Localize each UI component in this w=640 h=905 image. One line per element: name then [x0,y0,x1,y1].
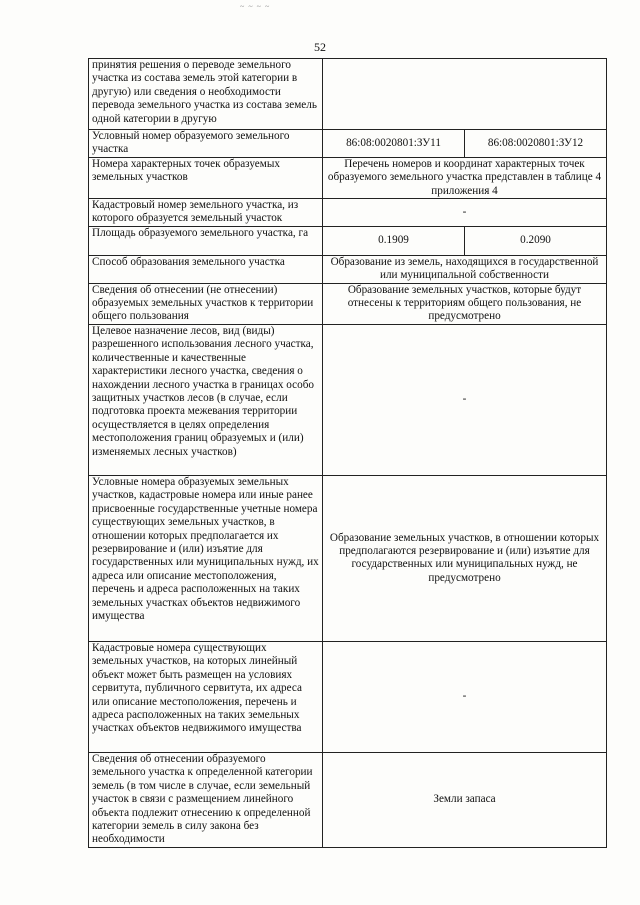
row-value: Перечень номеров и координат характерных точек образуемого земельного участка представлен в таблице 4 приложения 4 [323,157,607,198]
row-value: 0.1909 [323,226,465,255]
row-value: - [323,641,607,752]
row-label: Кадастровый номер земельного участка, из которого образуется земельный участок [89,199,323,227]
row-value: Земли запаса [323,752,607,847]
document-table [88,58,607,848]
row-value: Образование земельных участков, которые будут отнесены к территориям общего пользования, не предусмотрено [323,283,607,324]
row-label: принятия решения о переводе земельного участка из состава земель этой категории в другую) или сведения о необходимости перевода земельного участка из состава земель одной категории в другую [89,59,323,130]
row-value: - [323,324,607,475]
row-value: 86:08:0020801:ЗУ12 [465,130,607,158]
row-label: Номера характерных точек образуемых земельных участков [89,157,323,198]
row-value: Образование земельных участков, в отношении которых предполагаются резервирование и (или) изъятие для государственных или муниципальных нужд, не предусмотрено [323,475,607,641]
row-label: Кадастровые номера существующих земельных участков, на которых линейный объект может быть размещен на условиях сервитута, публичного сервитута, их адреса или описание местоположения, перечень и адреса расположенных на таких земельных участках объектов недвижимого имущества [89,641,323,752]
table-row [89,59,607,130]
row-label: Площадь образуемого земельного участка, га [89,226,323,255]
table-row [89,324,607,475]
table-row [89,752,607,847]
scan-artifact: ~ ~ ~ ~ [240,2,271,11]
table-row [89,475,607,641]
table-row [89,255,607,283]
row-label: Сведения об отнесении образуемого земельного участка к определенной категории земель (в том числе в случае, если земельный участок в связи с размещением линейного объекта подлежит отнесению к определенной категории земель в силу закона без необходимости [89,752,323,847]
row-label: Целевое назначение лесов, вид (виды) разрешенного использования лесного участка, количественные и качественные характеристики лесного участка, сведения о нахождении лесного участка в границах особо защитных участков лесов (в случае, если подготовка проекта межевания территории осуществляется в целях определения местоположения границ образуемых и (или) изменяемых лесных участков) [89,324,323,475]
row-value [323,59,607,130]
table-row [89,157,607,198]
row-label: Способ образования земельного участка [89,255,323,283]
row-label: Сведения об отнесении (не отнесении) образуемых земельных участков к территории общего пользования [89,283,323,324]
row-value: Образование из земель, находящихся в государственной или муниципальной собственности [323,255,607,283]
table-row [89,199,607,227]
row-label: Условный номер образуемого земельного участка [89,130,323,158]
row-label: Условные номера образуемых земельных участков, кадастровые номера или иные ранее присвоенные государственные учетные номера существующих земельных участков, в отношении которых предполагается их резервирование и (или) изъятие для государственных или муниципальных нужд, их адреса или описание местоположения, перечень и адреса расположенных на таких земельных участках объектов недвижимого имущества [89,475,323,641]
row-value: 0.2090 [465,226,607,255]
table-row [89,641,607,752]
table-row [89,130,607,158]
row-value: - [323,199,607,227]
table-row [89,283,607,324]
table-row [89,226,607,255]
page-number: 52 [314,40,326,54]
row-value: 86:08:0020801:ЗУ11 [323,130,465,158]
